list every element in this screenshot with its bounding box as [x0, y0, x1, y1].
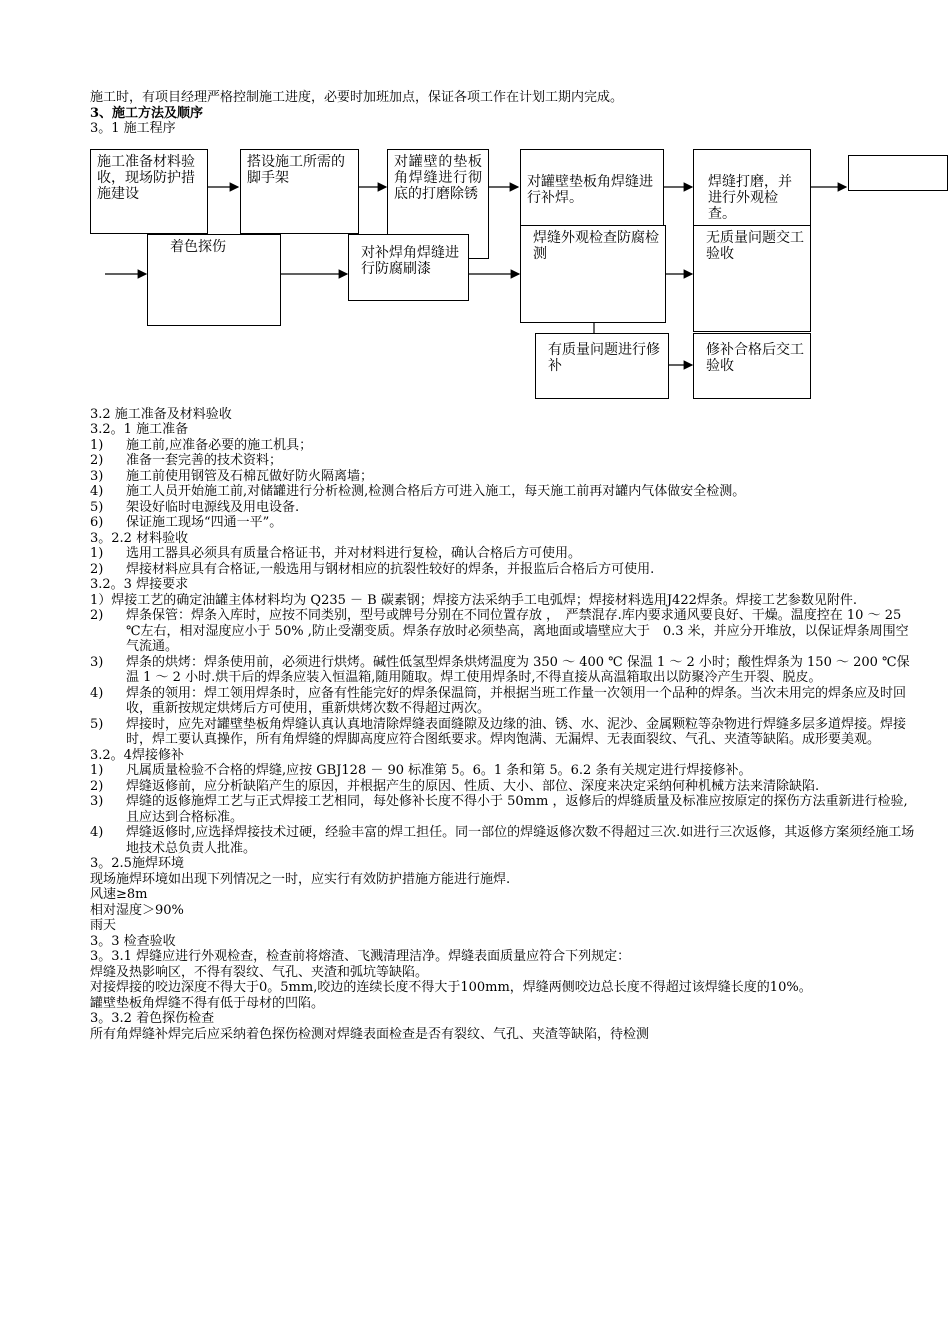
paragraph: 相对湿度＞90% [90, 902, 184, 918]
section-3-2-1-title: 3.2。1 施工准备 [90, 422, 189, 437]
section-3-2-1-list [90, 438, 918, 531]
section-3-2-3-title: 3.2。3 焊接要求 [90, 577, 189, 592]
flow-box-repair-accept: 修补合格后交工验收 [693, 333, 811, 399]
list-item: 5) 架设好临时电源线及用电设备. [90, 499, 300, 515]
list-item: 3) 焊缝的返修施焊工艺与正式焊接工艺相同，每处修补长度不得小于 50mm ，返修后的焊缝质量及标准应按原定的探伤方法重新进行检验,且应达到合格标准。 [90, 794, 908, 825]
list-item: 1） 焊接工艺的确定油罐主体材料均为 Q235 － B 碳素钢；焊接方法采纳手工电弧焊；焊接材料选用J422焊条。焊接工艺参数见附件. [90, 592, 857, 608]
list-item: 2) 准备一套完善的技术资料； [90, 453, 283, 468]
paragraph: 雨天 [90, 918, 117, 933]
flow-box-has-issue: 有质量问题进行修补 [535, 333, 669, 399]
paragraph: 对接焊接的咬边深度不得大于0。5mm,咬边的连续长度不得大于100mm，焊缝两侧咬边总长度不得超过该焊缝长度的10%。 [90, 980, 812, 995]
section-3-2-4-list [90, 763, 918, 856]
flow-box-visual-check: 焊缝外观检查防腐检测 [520, 225, 666, 323]
section-3-title: 3、施工方法及顺序 [90, 105, 204, 121]
flow-box-scaffold: 搭设施工所需的脚手架 [240, 149, 359, 234]
section-3-2-5-title: 3。2.5施焊环境 [90, 856, 184, 871]
paragraph: 现场施焊环境如出现下列情况之一时，应实行有效防护措施方能进行施焊. [90, 871, 511, 887]
paragraph: 焊缝及热影响区，不得有裂纹、气孔、夹渣和弧坑等缺陷。 [90, 964, 429, 980]
list-item: 6) 保证施工现场“四通一平”。 [90, 515, 283, 530]
construction-flowchart [90, 137, 950, 407]
paragraph: 罐壁垫板角焊缝不得有低于母材的凹陷。 [90, 995, 325, 1011]
intro-line: 施工时，有项目经理严格控制施工进度，必要时加班加点，保证各项工作在计划工期内完成。 [90, 90, 624, 105]
flow-box-polish-inspect: 焊缝打磨，并进行外观检查。 [693, 149, 811, 259]
list-item: 3) 施工前使用钢管及石棉瓦做好防火隔离墙； [90, 468, 374, 484]
flow-box-no-issue: 无质量问题交工验收 [693, 225, 811, 332]
list-item: 4) 施工人员开始施工前,对储罐进行分析检测,检测合格后方可进入施工，每天施工前再对罐内气体做安全检测。 [90, 484, 746, 499]
list-item: 4) 焊缝返修时,应选择焊接技术过硬，经验丰富的焊工担任。同一部位的焊缝返修次数不得超过三次.如进行三次返修，其返修方案须经施工场地技术总负责人批准。 [90, 825, 915, 856]
list-item: 1) 凡属质量检验不合格的焊缝,应按 GBJ128 － 90 标准第 5。6。1 条和第 5。6.2 条有关规定进行焊接修补。 [90, 763, 752, 778]
flow-box-preparation: 施工准备材料验收，现场防护措施建设 [90, 149, 208, 234]
section-3-2-title: 3.2 施工准备及材料验收 [90, 406, 232, 422]
list-item: 2) 焊缝返修前，应分析缺陷产生的原因，并根据产生的原因、性质、大小、部位、深度来决定采纳何种机械方法来清除缺陷. [90, 778, 820, 794]
section-3-2-2-title: 3。2.2 材料验收 [90, 530, 189, 546]
list-item: 2) 焊条保管：焊条入库时，应按不同类别，型号或牌号分别在不同位置存放 ， 严禁混存.库内要求通风要良好、干燥。温度控在 10 ～ 25 ℃左右，相对湿度应小于 50% ,防止受潮变质。焊条存放时必须垫高，离地面或墙壁应大于 0.3 米，并应分开堆放，以保证焊条周围空气流通。 [90, 608, 909, 654]
section-3-1-title: 3。1 施工程序 [90, 121, 176, 136]
list-item: 5) 焊接时，应先对罐壁垫板角焊缝认真认真地清除焊缝表面缝隙及边缘的油、锈、水、泥沙、金属颗粒等杂物进行焊缝多层多道焊接。焊接时，焊工要认真操作，所有角焊缝的焊脚高度应符合图纸要求。焊肉饱满、无漏焊、无表面裂纹、气孔、夹渣等缺陷。成形要美观。 [90, 716, 907, 747]
paragraph: 3。3.1 焊缝应进行外观检查，检查前将熔渣、飞溅清理洁净。焊缝表面质量应符合下列规定： [90, 949, 631, 964]
section-3-3-title: 3。3 检查验收 [90, 933, 176, 949]
flow-box-anticorrosion: 对补焊角焊缝进行防腐刷漆 [348, 234, 469, 301]
list-item: 3) 焊条的烘烤：焊条使用前，必须进行烘烤。碱性低氢型焊条烘烤温度为 350 ～ 400 ℃ 保温 1 ～ 2 小时；酸性焊条为 150 ～ 200 ℃保温 1 ～ 2 小时.烘干后的焊条应装入恒温箱,随用随取。焊工使用焊条时,不得直接从高温箱取出以防聚冷产生开裂、脱皮。 [90, 654, 910, 685]
list-item: 4) 焊条的领用：焊工领用焊条时，应备有性能完好的焊条保温筒，并根据当班工作量一次领用一个品种的焊条。当次未用完的焊条应及时回收，重新按规定烘烤后方可使用，重新烘烤次数不得超过两次。 [90, 685, 907, 716]
list-item: 2) 焊接材料应具有合格证,一般选用与钢材相应的抗裂性较好的焊条，并报监后合格后方可使用. [90, 561, 655, 577]
list-item: 1) 施工前,应准备必要的施工机具； [90, 437, 313, 453]
flow-box-dye-penetrant: 着色探伤 [147, 234, 281, 326]
section-3-3-2-title: 3。3.2 着色探伤检查 [90, 1011, 215, 1026]
document-page [90, 90, 918, 1042]
flow-box-grinding: 对罐壁的垫板角焊缝进行彻底的打磨除锈 [387, 149, 489, 259]
section-3-2-3-list [90, 593, 918, 748]
paragraph: 风速≥8m [90, 887, 148, 902]
flow-box-blank [848, 155, 948, 191]
list-item: 1) 选用工器具必须具有质量合格证书，并对材料进行复检，确认合格后方可使用。 [90, 546, 582, 561]
paragraph: 所有角焊缝补焊完后应采纳着色探伤检测对焊缝表面检查是否有裂纹、气孔、夹渣等缺陷，待检测 [90, 1026, 650, 1042]
section-3-2-4-title: 3.2。4焊接修补 [90, 747, 184, 763]
section-3-2-2-list [90, 546, 918, 577]
flow-box-repair-weld: 对罐壁垫板角焊缝进行补焊。 [520, 149, 664, 259]
